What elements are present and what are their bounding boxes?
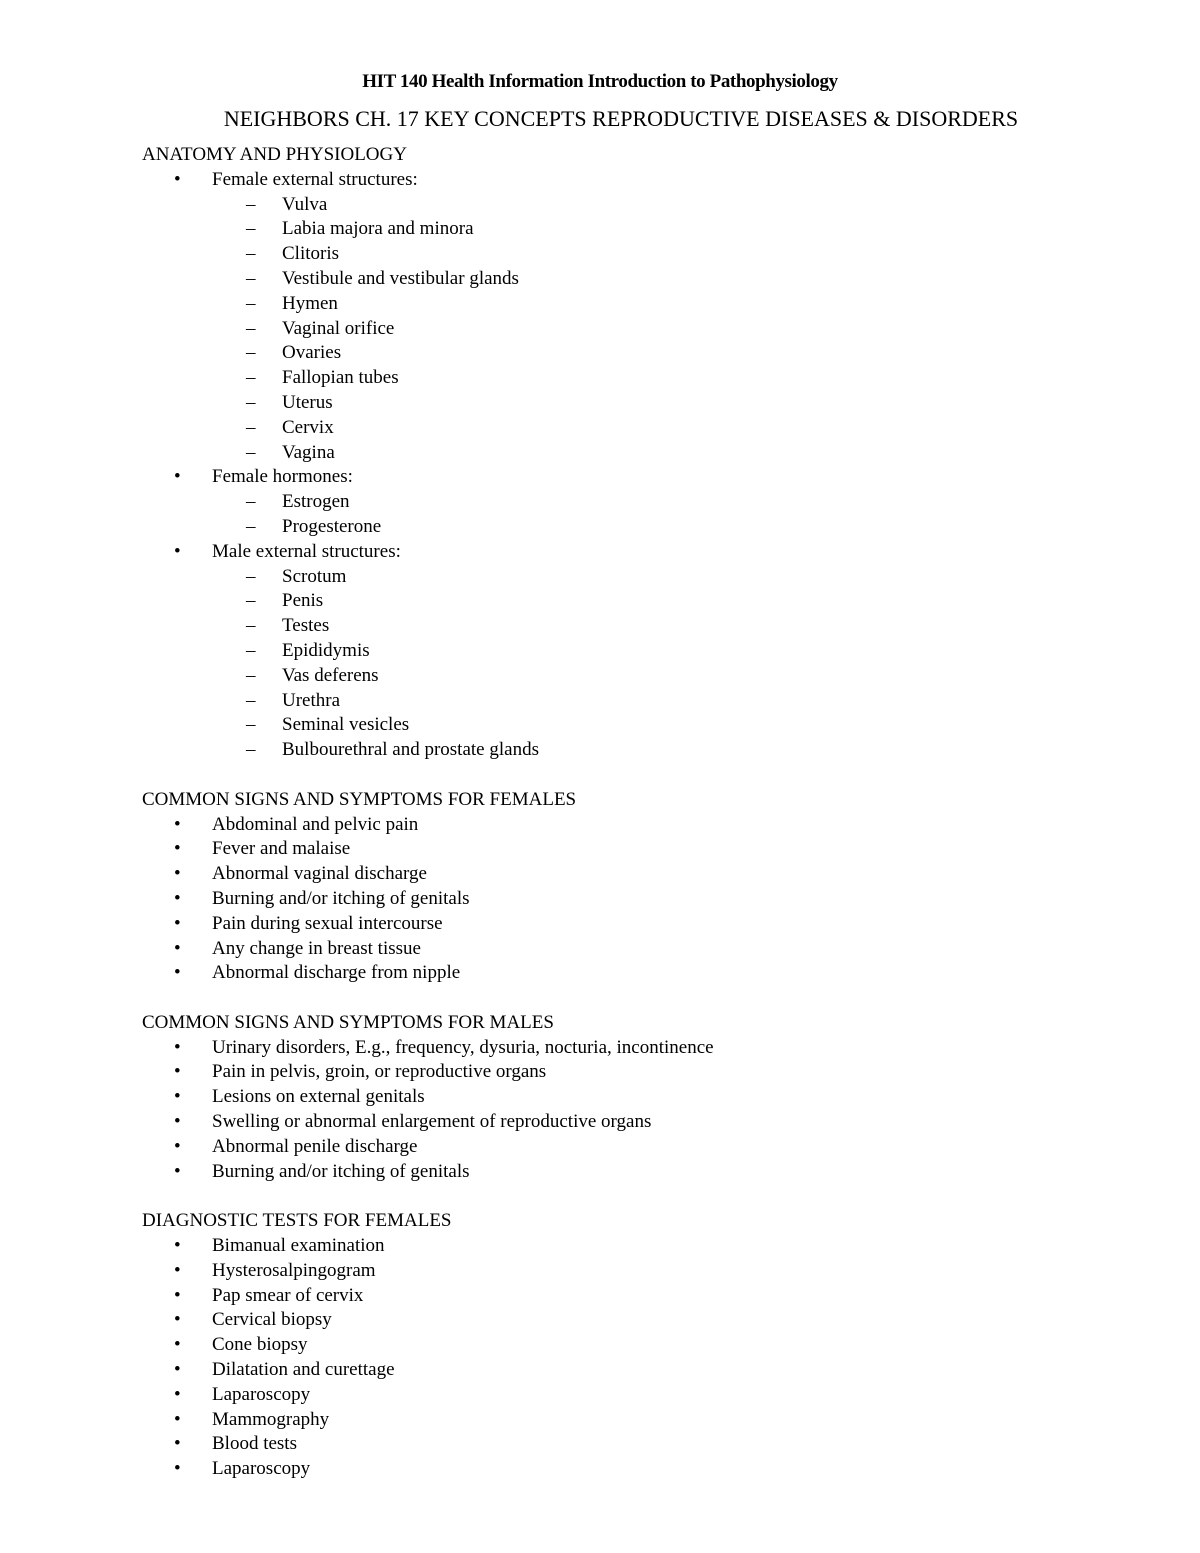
list-item [142,1135,1142,1160]
document-title: NEIGHBORS CH. 17 KEY CONCEPTS REPRODUCTIVE DISEASES & DISORDERS [223,106,1019,131]
bullet-icon: • [174,1433,181,1455]
bullet-icon: • [174,1160,181,1182]
dash-icon: – [246,416,256,438]
sub-item-text: Clitoris [282,243,340,265]
section-heading-anatomy: ANATOMY AND PHYSIOLOGY [142,144,407,165]
sub-item-text: Urethra [282,689,341,711]
bullet-icon: • [174,1359,181,1381]
dash-icon: – [246,243,256,265]
bullet-icon: • [174,937,181,959]
bullet-icon: • [174,1036,181,1058]
group-label-text: Female external structures: [212,168,418,190]
list-item [142,1284,1142,1309]
list-item-text: Urinary disorders, E.g., frequency, dysuria, nocturia, incontinence [212,1036,714,1058]
list-item [142,1036,1142,1061]
sub-list-item [142,416,1142,441]
list-item [142,1160,1142,1185]
sub-list-item [142,490,1142,515]
dash-icon: – [246,689,256,711]
list-item [142,1408,1142,1433]
section-heading-female-tests: DIAGNOSTIC TESTS FOR FEMALES [142,1210,452,1232]
list-item [142,1110,1142,1135]
blank-line [142,986,1142,1011]
dash-icon: – [246,441,256,463]
list-item-text: Abnormal vaginal discharge [212,863,427,885]
bullet-icon: • [174,838,181,860]
bullet-icon: • [174,1284,181,1306]
list-item-text: Abdominal and pelvic pain [212,813,419,835]
sub-list-item [142,738,1142,763]
bullet-group-label [142,465,1142,490]
dash-icon: – [246,714,256,736]
dash-icon: – [246,491,256,513]
list-item-text: Mammography [212,1408,330,1430]
list-item-text: Pap smear of cervix [212,1284,364,1306]
section-heading-female-symptoms: COMMON SIGNS AND SYMPTOMS FOR FEMALES [142,788,577,810]
sub-list-item [142,193,1142,218]
list-item-text: Abnormal penile discharge [212,1135,418,1157]
sub-list-item [142,242,1142,267]
list-item-text: Pain during sexual intercourse [212,912,443,934]
dash-icon: – [246,565,256,587]
sub-item-text: Hymen [282,292,338,314]
bullet-icon: • [174,1309,181,1331]
list-item [142,937,1142,962]
list-item-text: Any change in breast tissue [212,937,421,959]
bullet-icon: • [174,1259,181,1281]
sub-item-text: Penis [282,590,324,612]
list-item-text: Bimanual examination [212,1235,385,1257]
list-item-text: Burning and/or itching of genitals [212,1160,470,1182]
list-item [142,837,1142,862]
list-item [142,1333,1142,1358]
sub-list-item [142,341,1142,366]
dash-icon: – [246,515,256,537]
blank-line [142,1184,1142,1209]
sub-list-item [142,391,1142,416]
list-item [142,1457,1142,1482]
bullet-icon: • [174,1383,181,1405]
list-item-text: Burning and/or itching of genitals [212,887,470,909]
section-heading-male-symptoms: COMMON SIGNS AND SYMPTOMS FOR MALES [142,1011,554,1033]
list-item-text: Cervical biopsy [212,1309,332,1331]
bullet-icon: • [174,1111,181,1133]
bullet-icon: • [174,1061,181,1083]
sub-list-item [142,267,1142,292]
bullet-icon: • [174,466,181,488]
sub-item-text: Scrotum [282,565,347,587]
sub-item-text: Labia majora and minora [282,218,474,240]
list-item [142,1308,1142,1333]
dash-icon: – [246,590,256,612]
list-item-text: Hysterosalpingogram [212,1259,376,1281]
list-item-text: Laparoscopy [212,1458,311,1480]
list-item [142,887,1142,912]
dash-icon: – [246,342,256,364]
list-item-text: Cone biopsy [212,1334,308,1356]
list-item-text: Pain in pelvis, groin, or reproductive organs [212,1061,547,1083]
bullet-group-label [142,540,1142,565]
dash-icon: – [246,292,256,314]
sub-item-text: Vestibule and vestibular glands [282,267,519,289]
sub-item-text: Vaginal orifice [282,317,395,339]
bullet-icon: • [174,168,181,190]
sub-item-text: Vulva [282,193,328,215]
group-label-text: Female hormones: [212,466,353,488]
list-item-text: Laparoscopy [212,1383,311,1405]
sub-list-item [142,664,1142,689]
list-item-text: Lesions on external genitals [212,1086,425,1108]
sub-item-text: Vas deferens [282,664,379,686]
dash-icon: – [246,367,256,389]
list-item-text: Dilatation and curettage [212,1359,395,1381]
sub-list-item [142,441,1142,466]
bullet-icon: • [174,813,181,835]
sub-list-item [142,515,1142,540]
sub-item-text: Cervix [282,416,334,438]
bullet-icon: • [174,962,181,984]
sub-list-item [142,217,1142,242]
list-item [142,1234,1142,1259]
sub-list-item [142,589,1142,614]
sub-item-text: Bulbourethral and prostate glands [282,739,539,761]
list-item [142,961,1142,986]
list-item [142,1383,1142,1408]
dash-icon: – [246,639,256,661]
list-item [142,1432,1142,1457]
dash-icon: – [246,317,256,339]
sub-list-item [142,689,1142,714]
sub-list-item [142,713,1142,738]
bullet-icon: • [174,1235,181,1257]
sub-item-text: Epididymis [282,639,370,661]
bullet-icon: • [174,863,181,885]
list-item-text: Fever and malaise [212,838,351,860]
dash-icon: – [246,391,256,413]
dash-icon: – [246,739,256,761]
sub-list-item [142,366,1142,391]
dash-icon: – [246,218,256,240]
list-item-text: Blood tests [212,1433,297,1455]
group-label-text: Male external structures: [212,540,401,562]
sub-item-text: Fallopian tubes [282,367,399,389]
list-item [142,1085,1142,1110]
list-item [142,1060,1142,1085]
blank-line [142,763,1142,788]
dash-icon: – [246,664,256,686]
bullet-group-label [142,168,1142,193]
bullet-icon: • [174,1086,181,1108]
document-body [142,143,1142,1482]
bullet-icon: • [174,540,181,562]
list-item [142,1358,1142,1383]
sub-item-text: Testes [282,615,330,637]
sub-item-text: Estrogen [282,491,350,513]
bullet-icon: • [174,1334,181,1356]
bullet-icon: • [174,887,181,909]
list-item-text: Swelling or abnormal enlargement of reproductive organs [212,1111,652,1133]
sub-list-item [142,614,1142,639]
sub-item-text: Ovaries [282,342,342,364]
dash-icon: – [246,615,256,637]
list-item [142,813,1142,838]
bullet-icon: • [174,1408,181,1430]
list-item-text: Abnormal discharge from nipple [212,962,461,984]
course-title: HIT 140 Health Information Introduction to Pathophysiology [362,71,838,92]
sub-item-text: Progesterone [282,515,382,537]
sub-item-text: Seminal vesicles [282,714,410,736]
list-item [142,912,1142,937]
sub-item-text: Vagina [282,441,335,463]
list-item [142,1259,1142,1284]
sub-item-text: Uterus [282,391,333,413]
sub-list-item [142,565,1142,590]
bullet-icon: • [174,1135,181,1157]
dash-icon: – [246,267,256,289]
bullet-icon: • [174,912,181,934]
bullet-icon: • [174,1458,181,1480]
dash-icon: – [246,193,256,215]
list-item [142,862,1142,887]
sub-list-item [142,317,1142,342]
sub-list-item [142,639,1142,664]
sub-list-item [142,292,1142,317]
